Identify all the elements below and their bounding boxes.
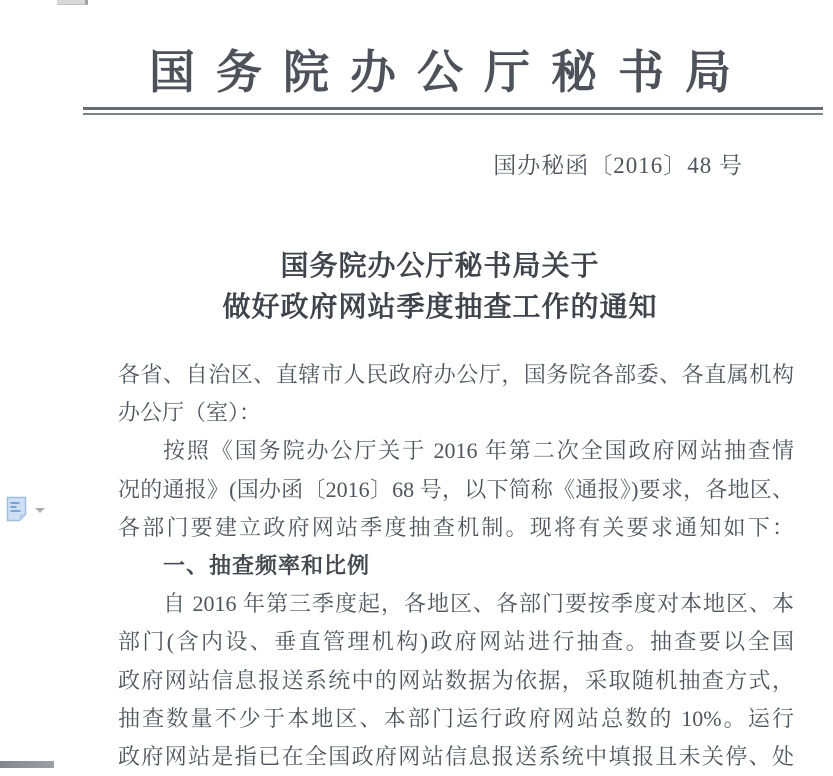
notice-body: [118, 356, 794, 776]
divider-thin-line: [83, 113, 823, 115]
body-line: 政府网站是指已在全国政府网站信息报送系统中填报且未关停、处: [118, 744, 794, 770]
body-section-heading: 一、抽查频率和比例: [163, 553, 371, 579]
body-line: 按照《国务院办公厅关于 2016 年第二次全国政府网站抽查情: [163, 438, 794, 464]
scan-edge-fragment: [0, 761, 54, 768]
body-line: 自 2016 年第三季度起，各地区、各部门要按季度对本地区、本: [163, 591, 794, 617]
body-line: 况的通报》(国办函〔2016〕68 号，以下简称《通报》)要求，各地区、: [118, 476, 794, 502]
annotation-page-icon[interactable]: [6, 496, 27, 522]
body-line: 各部门要建立政府网站季度抽查机制。现将有关要求通知如下：: [118, 514, 794, 540]
document-number: 国办秘函〔2016〕48 号: [493, 153, 743, 178]
body-line: 抽查数量不少于本地区、本部门运行政府网站总数的 10%。运行: [118, 705, 794, 731]
divider-thick-line: [83, 107, 823, 110]
notice-title-line-1: 国务院办公厅秘书局关于: [280, 251, 600, 282]
chevron-down-icon[interactable]: [35, 508, 45, 513]
margin-annotation-marker[interactable]: [6, 496, 45, 522]
body-line: 各省、自治区、直辖市人民政府办公厅，国务院各部委、各直属机构: [118, 362, 794, 387]
notice-title: [60, 246, 820, 328]
body-line: 部门(含内设、垂直管理机构)政府网站进行抽查。抽查要以全国: [118, 629, 794, 655]
notice-title-line-2: 做好政府网站季度抽查工作的通知: [222, 292, 658, 323]
agency-letterhead: [60, 36, 820, 102]
body-line: 政府网站信息报送系统中的网站数据为依据，采取随机抽查方式，: [118, 667, 794, 693]
agency-letterhead-text: 国务院办公厅秘书局: [149, 47, 752, 98]
letterhead-divider: [83, 107, 823, 115]
body-line: 办公厅（室）：: [118, 400, 262, 426]
scrollbar-fragment: [57, 0, 88, 5]
